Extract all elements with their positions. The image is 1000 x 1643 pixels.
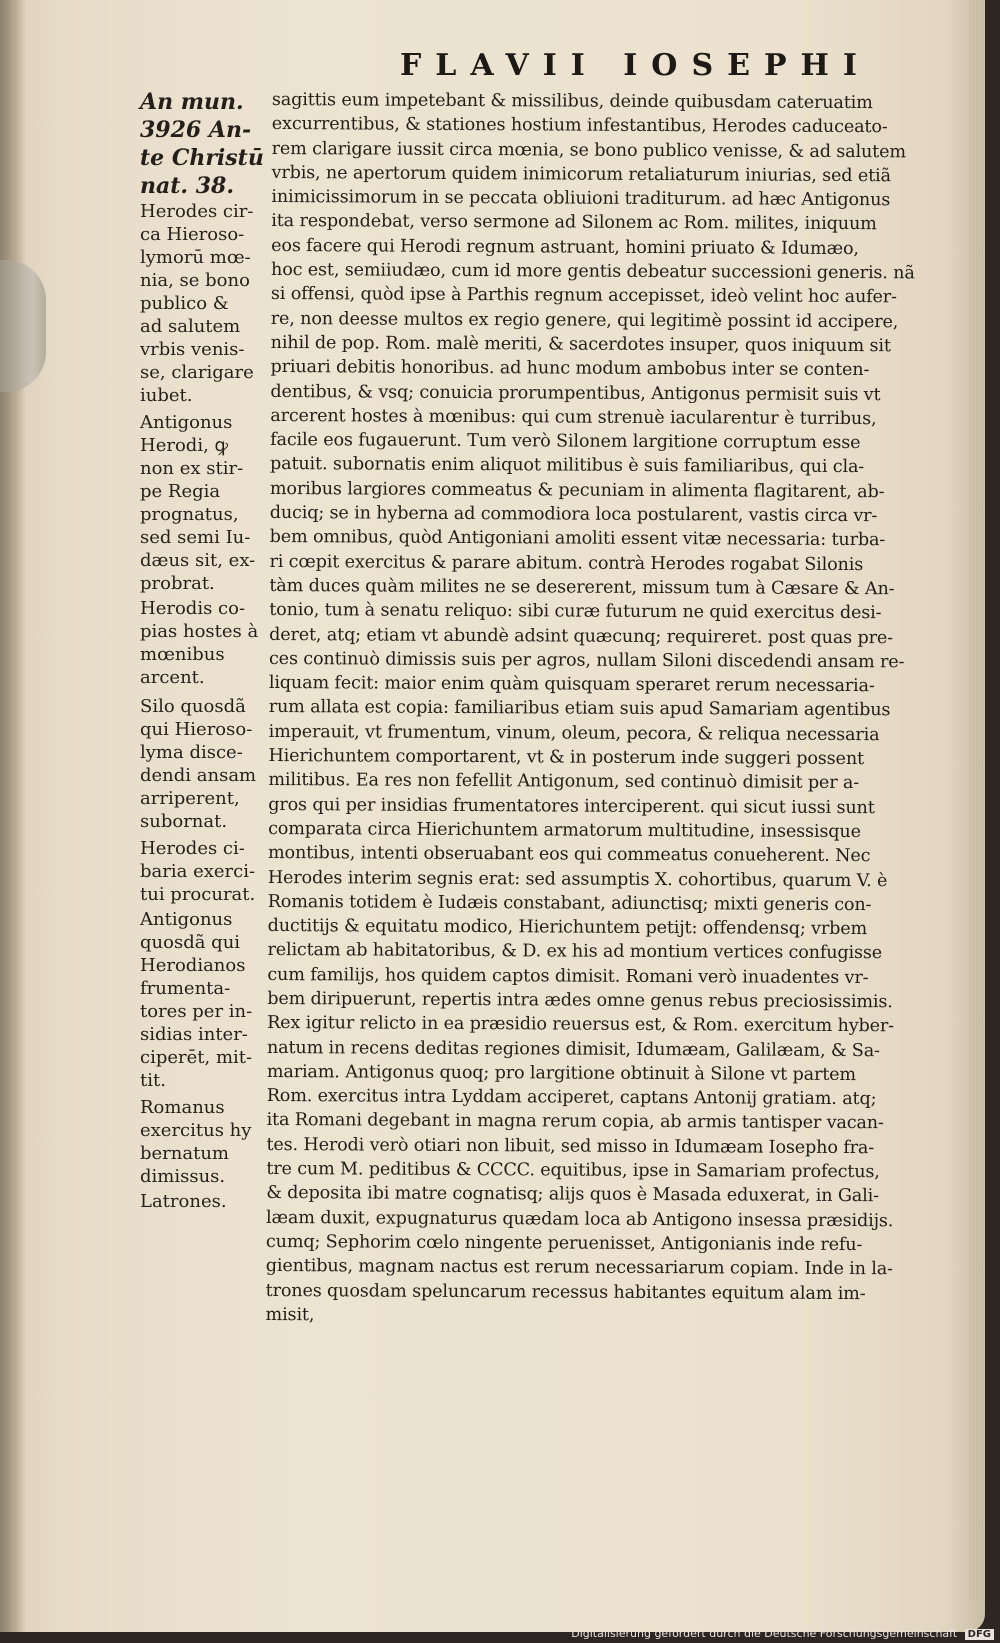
text-line: arcerent hostes à mœnibus: qui cum strenuè iacularentur è turribus, <box>270 405 877 430</box>
text-line: & deposita ibi matre cognatisq; alijs quos è Masada eduxerat, in Gali- <box>266 1183 879 1207</box>
margin-date: 3926 An- <box>140 117 252 143</box>
body-text <box>266 88 972 1331</box>
text-line: bem diripuerunt, repertis intra ædes omne genus rebus preciosissimis. <box>267 988 893 1013</box>
dfg-logo: DFG <box>965 1629 994 1640</box>
page-edges <box>969 0 985 1600</box>
text-line: ces continuò dimissis suis per agros, nullam Siloni discedendi ansam re- <box>268 648 905 673</box>
text-line: ita respondebat, verso sermone ad Silonem ac Rom. milites, iniquum <box>271 211 877 235</box>
margin-note: Herodes ci- baria exerci- tui procurat. <box>140 838 256 905</box>
text-line: ductitijs & equitatu modico, Hierichuntem petijt: offendensq; vrbem <box>267 916 868 940</box>
text-line: re, non deesse multos ex regio genere, qui legitimè possint id accipere, <box>270 308 899 332</box>
text-line: misit, <box>265 1304 315 1326</box>
margin-note: Antigonus quosdã qui Herodianos frumenta- tores per in- sidias inter- ciperēt, mit- tit. <box>140 909 253 1091</box>
text-line: deret, atq; etiam vt abundè adsint quæcunq; requireret. post quas pre- <box>269 624 893 648</box>
margin-note: Latrones. <box>140 1191 227 1212</box>
text-line: tes. Herodi verò otiari non libuit, sed misso in Idumæam Iosepho fra- <box>266 1134 875 1158</box>
text-line: natum in recens deditas regiones dimisit, Idumæam, Galilæam, & Sa- <box>266 1037 880 1061</box>
text-line: liquam fecit: maior enim quàm quisquam speraret rerum necessaria- <box>268 673 875 697</box>
text-line: cumq; Sephorim cœlo ningente peruenisset, Antigonianis inde refu- <box>265 1231 863 1256</box>
margin-date: An mun. <box>140 89 244 115</box>
text-line: facile eos fugauerunt. Tum verò Silonem largitione corruptum esse <box>270 430 861 454</box>
margin-note: Antigonus Herodi, ꝙ non ex stir- pe Regia prognatus, sed semi Iu- dæus sit, ex- probrat. <box>140 412 256 594</box>
text-line: hoc est, semiiudæo, cum id more gentis debeatur successioni generis. nã <box>270 260 915 284</box>
text-line: inimicissimorum in se peccata obliuioni traditurum. ad hæc Antigonus <box>271 187 891 211</box>
text-line: tàm duces quàm milites ne se desererent, missum tum à Cæsare & An- <box>269 575 895 600</box>
text-line: priuari debitis honoribus. ad hunc modum ambobus inter se conten- <box>270 357 870 381</box>
text-line: gientibus, magnam nactus est rerum necessariarum copiam. Inde in la- <box>265 1256 893 1280</box>
text-line: Romanis totidem è Iudæis constabant, adiunctisq; mixti generis con- <box>267 891 872 915</box>
margin-date: te Christū <box>140 145 264 171</box>
text-line: patuit. subornatis enim aliquot militibus è suis familiaribus, qui cla- <box>269 454 865 478</box>
page-tab-mark <box>0 260 46 392</box>
text-line: vrbis, ne apertorum quidem inimicorum retaliaturum iniurias, sed etiã <box>271 162 891 187</box>
text-line: ita Romani degebant in magna rerum copia, ab armis tantisper vacan- <box>266 1110 884 1134</box>
running-head: FLAVII IOSEPHI <box>400 48 871 83</box>
text-line: militibus. Ea res non fefellit Antigonum, sed continuò dimisit per a- <box>268 770 860 794</box>
margin-note: Herodis co- pias hostes à mœnibus arcent. <box>140 598 259 688</box>
text-line: Rom. exercitus intra Lyddam acciperet, captans Antonij gratiam. atq; <box>266 1086 877 1110</box>
margin-note: Silo quosdã qui Hieroso- lyma disce- dendi ansam arriperent, subornat. <box>140 696 257 832</box>
page-gutter-shadow <box>0 0 26 1632</box>
text-line: cum familijs, hos quidem captos dimisit. Romani verò inuadentes vr- <box>267 964 869 988</box>
text-line: montibus, intenti obseruabant eos qui commeatus conueherent. Nec <box>267 843 871 867</box>
text-line: ri cœpit exercitus & parare abitum. contrà Herodes rogabat Silonis <box>269 551 864 575</box>
text-line: nihil de pop. Rom. malè meriti, & sacerdotes insuper, quos iniquum sit <box>270 332 891 357</box>
margin-date: nat. 38. <box>140 173 235 199</box>
text-line: gros qui per insidias frumentatores interciperent. qui sicut iussi sunt <box>268 794 875 818</box>
text-line: Herodes interim segnis erat: sed assumptis X. cohortibus, quarum V. è <box>267 867 888 891</box>
footer-text: Digitalisierung gefördert durch die Deutsche Forschungsgemeinschaft <box>571 1627 958 1640</box>
text-line: bem omnibus, quòd Antigoniani amoliti essent vitæ necessaria: turba- <box>269 527 886 551</box>
text-line: Hierichuntem comportarent, vt & in posterum inde suggeri possent <box>268 746 864 770</box>
text-line: excurrentibus, & stationes hostium infestantibus, Herodes caduceato- <box>271 114 888 138</box>
text-line: rem clarigare iussit circa mœnia, se bono publico venisse, & ad salutem <box>271 138 906 162</box>
text-line: trones quosdam speluncarum recessus habitantes equitum alam im- <box>265 1280 866 1304</box>
margin-notes <box>140 88 270 1213</box>
text-line: comparata circa Hierichuntem armatorum multitudine, insessisque <box>268 818 861 842</box>
text-line: imperauit, vt frumentum, vinum, oleum, pecora, & reliqua necessaria <box>268 721 880 745</box>
text-line: si offensi, quòd ipse à Parthis regnum accepisset, ideò velint hoc aufer- <box>270 284 897 308</box>
text-line: mariam. Antigonus quoq; pro largitione obtinuit à Silone vt partem <box>266 1061 857 1085</box>
text-line: tonio, tum à senatu reliquo: sibi curæ futurum ne quid exercitus desi- <box>269 600 882 624</box>
text-line: relictam ab habitatoribus, & D. ex his ad montium vertices confugisse <box>267 940 883 964</box>
text-line: Rex igitur relicto in ea præsidio reuersus est, & Rom. exercitum hyber- <box>267 1013 894 1037</box>
text-line: eos facere qui Herodi regnum astruant, homini priuato & Idumæo, <box>271 235 859 259</box>
text-line: læam duxit, expugnaturus quædam loca ab Antigono insessa præsidijs. <box>266 1207 894 1231</box>
text-line: tre cum M. peditibus & CCCC. equitibus, ipse in Samariam profectus, <box>266 1159 880 1183</box>
footer-credit <box>571 1627 994 1640</box>
text-line: rum allata est copia: familiaribus etiam suis apud Samariam agentibus <box>268 697 891 721</box>
text-line: dentibus, & vsq; conuicia prorumpentibus, Antigonus permisit suis vt <box>270 381 881 405</box>
margin-note: Romanus exercitus hy bernatum dimissus. <box>140 1097 252 1187</box>
margin-note: Herodes cir- ca Hieroso- lymorū mœ- nia, se bono publico & ad salutem vrbis venis- se, clarigare iubet. <box>140 201 254 406</box>
text-line: moribus largiores commeatus & pecuniam in alimenta flagitarent, ab- <box>269 478 885 502</box>
text-line: duciq; se in hyberna ad commodiora loca postularent, vastis circa vr- <box>269 503 878 527</box>
text-line: sagittis eum impetebant & missilibus, deinde quibusdam cateruatim <box>271 89 873 114</box>
